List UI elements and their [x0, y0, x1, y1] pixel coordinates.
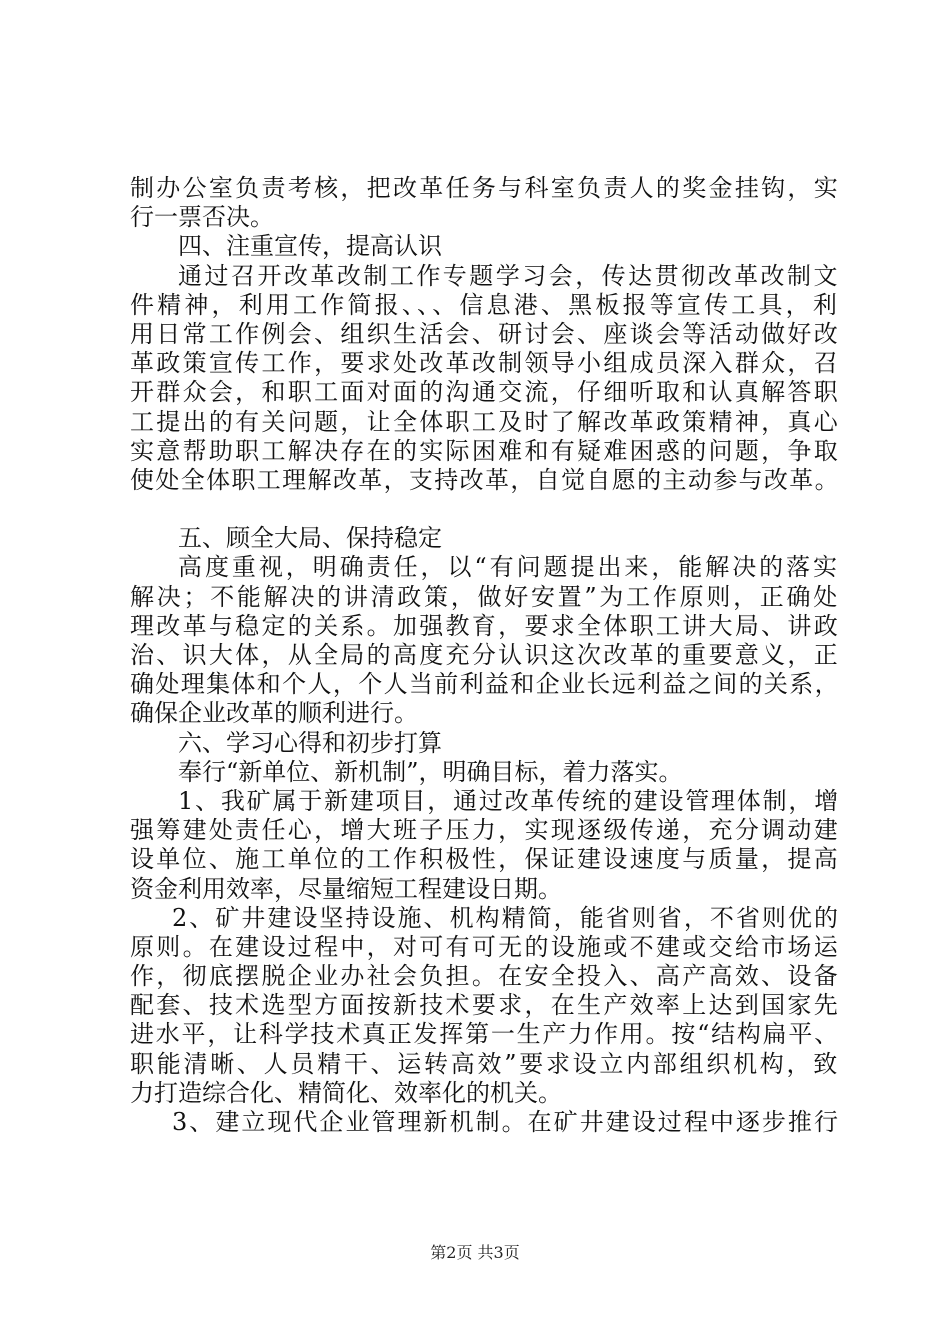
text-line: 革政策宣传工作，要求处改革改制领导小组成员深入群众，召	[130, 349, 840, 378]
document-body	[130, 174, 840, 1137]
blank-line	[130, 495, 840, 524]
text-line: 1、我矿属于新建项目，通过改革传统的建设管理体制，增	[178, 786, 840, 815]
text-line: 解决；不能解决的讲清政策，做好安置”为工作原则，正确处	[130, 582, 840, 611]
text-line: 确保企业改革的顺利进行。	[130, 699, 418, 728]
text-line: 作，彻底摆脱企业办社会负担。在安全投入、高产高效、设备	[130, 962, 840, 991]
text-line: 实意帮助职工解决存在的实际困难和有疑难困惑的问题，争取	[130, 436, 840, 465]
text-line: 治、识大体，从全局的高度充分认识这次改革的重要意义，正	[130, 641, 840, 669]
text-line: 开群众会，和职工面对面的沟通交流，仔细听取和认真解答职	[130, 378, 840, 407]
text-line: 高度重视，明确责任，以“有问题提出来，能解决的落实	[178, 553, 840, 582]
text-line: 四、注重宣传，提高认识	[178, 232, 442, 261]
text-line: 制办公室负责考核，把改革任务与科室负责人的奖金挂钩，实	[130, 174, 840, 202]
page-footer: 第2页 共3页	[430, 1243, 520, 1262]
text-line: 行一票否决。	[130, 203, 274, 232]
text-line: 使处全体职工理解改革，支持改革，自觉自愿的主动参与改革。	[130, 465, 840, 494]
text-line: 设单位、施工单位的工作积极性，保证建设速度与质量，提高	[130, 845, 840, 874]
text-line: 五、顾全大局、保持稳定	[178, 524, 442, 553]
text-line: 原则。在建设过程中，对可有可无的设施或不建或交给市场运	[130, 932, 840, 961]
text-line: 配套、技术选型方面按新技术要求，在生产效率上达到国家先	[130, 991, 840, 1020]
text-line: 理改革与稳定的关系。加强教育，要求全体职工讲大局、讲政	[130, 611, 840, 640]
text-line: 件精神，利用工作简报、、、信息港、黑板报等宣传工具，利	[130, 290, 840, 319]
text-line: 力打造综合化、精简化、效率化的机关。	[130, 1078, 562, 1107]
text-line: 工提出的有关问题，让全体职工及时了解改革政策精神，真心	[130, 407, 840, 436]
text-line: 职能清晰、人员精干、运转高效”要求设立内部组织机构，致	[130, 1049, 840, 1078]
text-line: 资金利用效率，尽量缩短工程建设日期。	[130, 874, 562, 903]
text-line: 强筹建处责任心，增大班子压力，实现逐级传递，充分调动建	[130, 816, 840, 845]
text-line: 六、学习心得和初步打算	[178, 728, 442, 757]
text-line: 2、矿井建设坚持设施、机构精简，能省则省，不省则优的	[172, 903, 840, 932]
text-line: 确处理集体和个人，个人当前利益和企业长远利益之间的关系，	[130, 670, 840, 699]
text-line: 奉行“新单位、新机制”，明确目标，着力落实。	[178, 757, 683, 786]
text-line: 用日常工作例会、组织生活会、研讨会、座谈会等活动做好改	[130, 319, 840, 348]
text-line: 通过召开改革改制工作专题学习会，传达贯彻改革改制文	[178, 261, 840, 290]
text-line: 3、建立现代企业管理新机制。在矿井建设过程中逐步推行	[172, 1108, 840, 1136]
text-line: 进水平，让科学技术真正发挥第一生产力作用。按“结构扁平、	[130, 1020, 840, 1049]
